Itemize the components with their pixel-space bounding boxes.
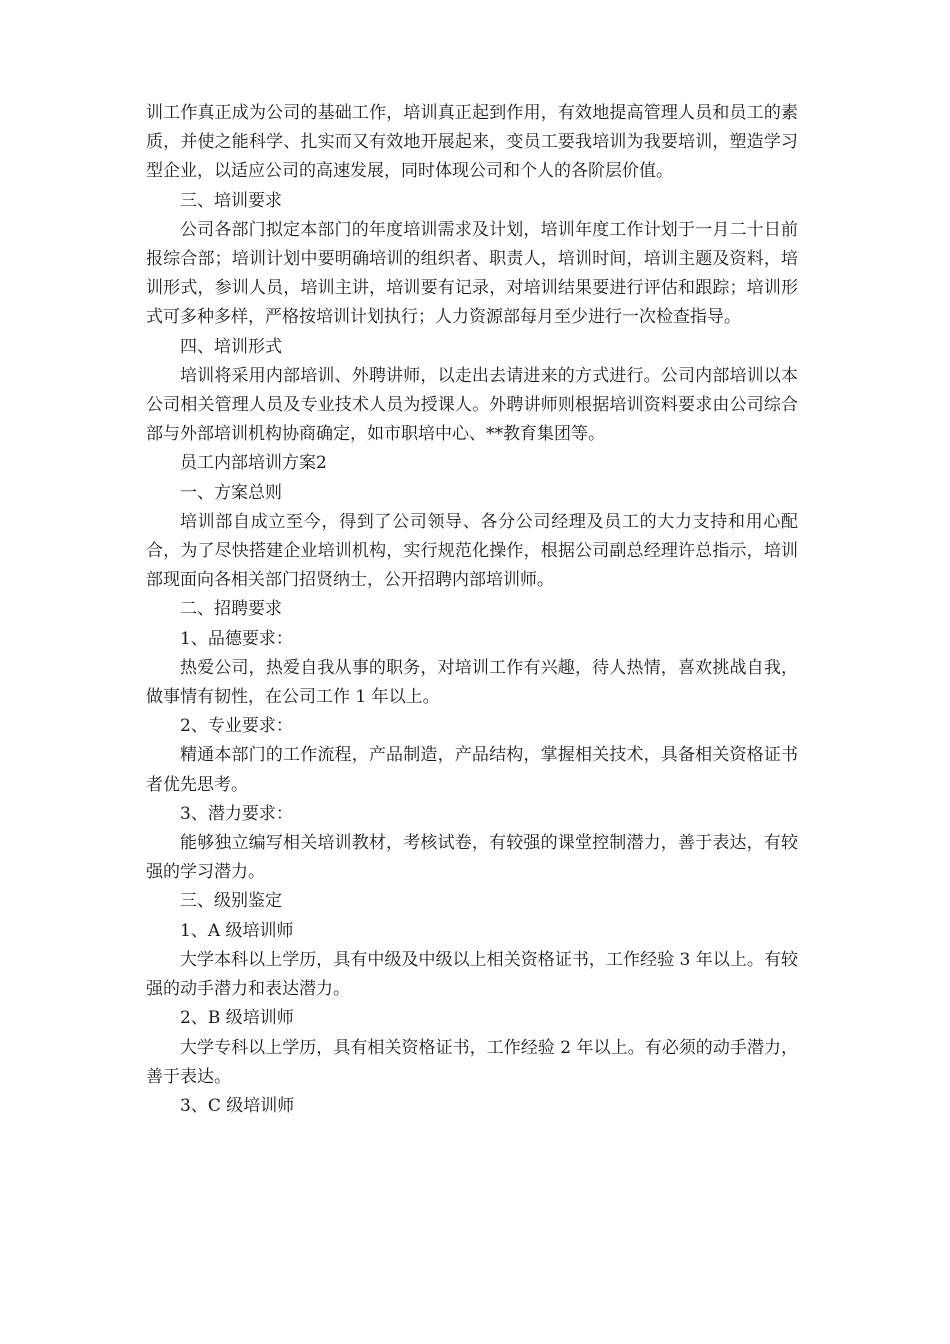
paragraph-potential-requirements: 能够独立编写相关培训教材，考核试卷，有较强的课堂控制潜力，善于表达，有较强的学习潜力。 <box>146 833 798 883</box>
paragraph-level-a-trainer: 大学本科以上学历，具有中级及中级以上相关资格证书，工作经验 3 年以上。有较强的动手潜力和表达潜力。 <box>146 949 798 1000</box>
subheading-professional-requirements: 2、专业要求： <box>180 716 293 737</box>
paragraph-general-rules: 培训部自成立至今，得到了公司领导、各分公司经理及员工的大力支持和用心配合，为了尽快搭建企业培训机构，实行规范化操作，根据公司副总经理许总指示，培训部现面向各相关部门招贤纳士，公开招聘内部培训师。 <box>146 511 798 591</box>
paragraph-continuation: 训工作真正成为公司的基础工作，培训真正起到作用，有效地提高管理人员和员工的素质，并使之能科学、扎实而又有效地开展起来，变员工要我培训为我要培训，塑造学习型企业，以适应公司的高速发展，同时体现公司和个人的各阶层价值。 <box>146 103 798 182</box>
paragraph-training-requirements: 公司各部门拟定本部门的年度培训需求及计划，培训年度工作计划于一月二十日前报综合部；培训计划中要明确培训的组织者、职责人，培训时间，培训主题及资料，培训形式，参训人员，培训主讲，培训要有记录，对培训结果要进行评估和跟踪；培训形式可多种多样，严格按培训计划执行；人力资源部每月至少进行一次检查指导。 <box>146 219 798 328</box>
section-heading-level-assessment: 三、级别鉴定 <box>180 891 282 912</box>
section-heading-general-rules: 一、方案总则 <box>180 482 282 503</box>
subheading-level-a-trainer: 1、A 级培训师 <box>180 920 294 941</box>
paragraph-moral-requirements: 热爱公司，热爱自我从事的职务，对培训工作有兴趣，待人热情，喜欢挑战自我，做事情有韧性，在公司工作 1 年以上。 <box>146 657 798 708</box>
paragraph-level-b-trainer: 大学专科以上学历，具有相关资格证书，工作经验 2 年以上。有必须的动手潜力，善于表达。 <box>146 1037 798 1087</box>
document-body <box>146 99 798 1121</box>
subheading-level-b-trainer: 2、B 级培训师 <box>180 1008 294 1029</box>
document-title-plan-2: 员工内部培训方案2 <box>180 453 327 474</box>
section-heading-recruitment-requirements: 二、招聘要求 <box>180 599 282 620</box>
paragraph-training-forms: 培训将采用内部培训、外聘讲师，以走出去请进来的方式进行。公司内部培训以本公司相关管理人员及专业技术人员为授课人。外聘讲师则根据培训资料要求由公司综合部与外部培训机构协商确定，如市职培中心、**教育集团等。 <box>146 365 798 445</box>
subheading-potential-requirements: 3、潜力要求： <box>180 803 293 824</box>
paragraph-professional-requirements: 精通本部门的工作流程，产品制造，产品结构，掌握相关技术，具备相关资格证书者优先思考。 <box>146 745 798 795</box>
section-heading-training-requirements: 三、培训要求 <box>180 190 282 211</box>
subheading-level-c-trainer: 3、C 级培训师 <box>180 1095 295 1116</box>
section-heading-training-forms: 四、培训形式 <box>180 336 282 357</box>
subheading-moral-requirements: 1、品德要求： <box>180 628 293 649</box>
